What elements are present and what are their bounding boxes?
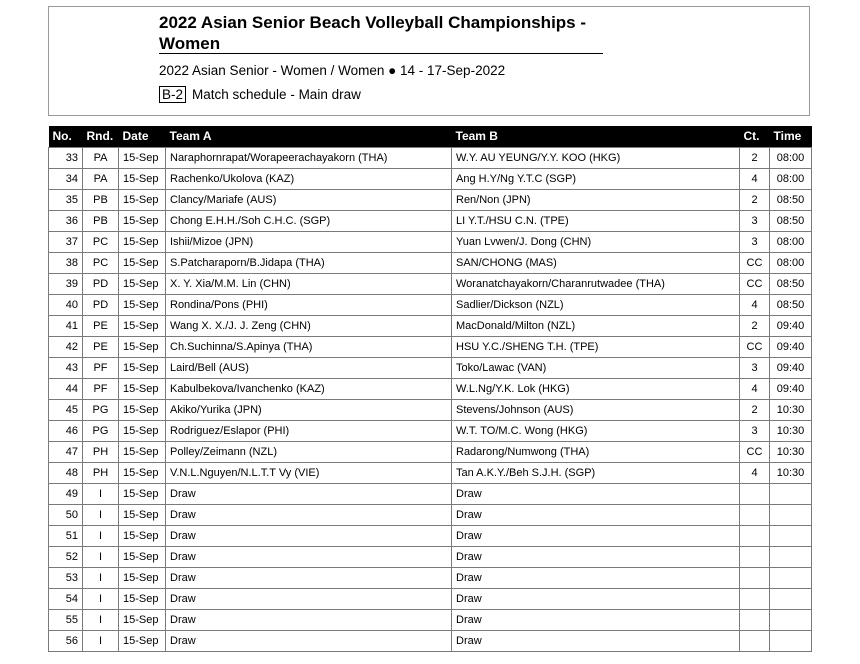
team-a-cell: Ch.Suchinna/S.Apinya (THA): [166, 336, 452, 357]
match-number-cell: 43: [49, 357, 83, 378]
round-cell: PF: [83, 378, 119, 399]
match-number-cell: 54: [49, 588, 83, 609]
round-cell: PG: [83, 420, 119, 441]
court-cell: CC: [740, 441, 770, 462]
team-b-cell: HSU Y.C./SHENG T.H. (TPE): [452, 336, 740, 357]
round-cell: PC: [83, 231, 119, 252]
round-cell: I: [83, 504, 119, 525]
table-row: [49, 252, 812, 273]
table-row: [49, 630, 812, 651]
team-a-cell: Rachenko/Ukolova (KAZ): [166, 168, 452, 189]
date-cell: 15-Sep: [119, 168, 166, 189]
date-cell: 15-Sep: [119, 210, 166, 231]
column-header-time: Time: [770, 126, 812, 147]
table-row: [49, 189, 812, 210]
page-title: 2022 Asian Senior Beach Volleyball Championships - Women: [159, 13, 587, 53]
team-b-cell: Toko/Lawac (VAN): [452, 357, 740, 378]
team-a-cell: Chong E.H.H./Soh C.H.C. (SGP): [166, 210, 452, 231]
team-b-cell: MacDonald/Milton (NZL): [452, 315, 740, 336]
time-cell: 08:00: [770, 231, 812, 252]
team-b-cell: Tan A.K.Y./Beh S.J.H. (SGP): [452, 462, 740, 483]
time-cell: 09:40: [770, 315, 812, 336]
time-cell: [770, 546, 812, 567]
match-number-cell: 40: [49, 294, 83, 315]
round-cell: PC: [83, 252, 119, 273]
date-cell: 15-Sep: [119, 588, 166, 609]
date-cell: 15-Sep: [119, 420, 166, 441]
table-row: [49, 147, 812, 168]
round-cell: PA: [83, 168, 119, 189]
round-cell: I: [83, 483, 119, 504]
court-cell: [740, 525, 770, 546]
team-a-cell: Naraphornrapat/Worapeerachayakorn (THA): [166, 147, 452, 168]
table-row: [49, 210, 812, 231]
date-cell: 15-Sep: [119, 462, 166, 483]
time-cell: 08:50: [770, 210, 812, 231]
match-number-cell: 49: [49, 483, 83, 504]
time-cell: 08:50: [770, 189, 812, 210]
round-cell: PB: [83, 210, 119, 231]
round-cell: I: [83, 567, 119, 588]
round-cell: PD: [83, 273, 119, 294]
date-cell: 15-Sep: [119, 252, 166, 273]
team-a-cell: Draw: [166, 546, 452, 567]
court-cell: 4: [740, 378, 770, 399]
court-cell: [740, 504, 770, 525]
team-b-cell: Radarong/Numwong (THA): [452, 441, 740, 462]
round-cell: PE: [83, 315, 119, 336]
date-cell: 15-Sep: [119, 504, 166, 525]
time-cell: [770, 504, 812, 525]
column-header-no: No.: [49, 126, 83, 147]
time-cell: 10:30: [770, 399, 812, 420]
date-cell: 15-Sep: [119, 273, 166, 294]
match-number-cell: 41: [49, 315, 83, 336]
round-cell: PH: [83, 441, 119, 462]
time-cell: 08:50: [770, 294, 812, 315]
time-cell: [770, 588, 812, 609]
time-cell: [770, 609, 812, 630]
time-cell: 10:30: [770, 462, 812, 483]
time-cell: [770, 567, 812, 588]
team-b-cell: Ang H.Y/Ng Y.T.C (SGP): [452, 168, 740, 189]
court-cell: 4: [740, 462, 770, 483]
court-cell: 2: [740, 399, 770, 420]
round-cell: PD: [83, 294, 119, 315]
team-b-cell: Draw: [452, 588, 740, 609]
date-cell: 15-Sep: [119, 525, 166, 546]
table-row: [49, 567, 812, 588]
match-number-cell: 47: [49, 441, 83, 462]
table-row: [49, 588, 812, 609]
round-cell: PE: [83, 336, 119, 357]
match-number-cell: 34: [49, 168, 83, 189]
court-cell: CC: [740, 273, 770, 294]
round-cell: PF: [83, 357, 119, 378]
event-subtitle: 2022 Asian Senior - Women / Women ● 14 - 17-Sep-2022: [159, 63, 506, 78]
team-b-cell: Yuan Lvwen/J. Dong (CHN): [452, 231, 740, 252]
team-a-cell: Clancy/Mariafe (AUS): [166, 189, 452, 210]
match-number-cell: 51: [49, 525, 83, 546]
table-row: [49, 315, 812, 336]
date-cell: 15-Sep: [119, 609, 166, 630]
time-cell: [770, 525, 812, 546]
document-code: B-2: [159, 86, 186, 103]
table-row: [49, 441, 812, 462]
round-cell: I: [83, 525, 119, 546]
document-name: Match schedule - Main draw: [192, 87, 361, 102]
round-cell: I: [83, 630, 119, 651]
court-cell: CC: [740, 252, 770, 273]
team-a-cell: Draw: [166, 609, 452, 630]
match-number-cell: 50: [49, 504, 83, 525]
time-cell: 10:30: [770, 441, 812, 462]
table-row: [49, 546, 812, 567]
round-cell: PG: [83, 399, 119, 420]
table-row: [49, 483, 812, 504]
column-header-team-a: Team A: [166, 126, 452, 147]
court-cell: [740, 630, 770, 651]
team-b-cell: Draw: [452, 567, 740, 588]
table-row: [49, 231, 812, 252]
team-b-cell: Draw: [452, 609, 740, 630]
column-header-round: Rnd.: [83, 126, 119, 147]
match-number-cell: 45: [49, 399, 83, 420]
team-a-cell: Rodriguez/Eslapor (PHI): [166, 420, 452, 441]
table-row: [49, 294, 812, 315]
time-cell: 09:40: [770, 336, 812, 357]
date-cell: 15-Sep: [119, 546, 166, 567]
time-cell: 10:30: [770, 420, 812, 441]
team-a-cell: Draw: [166, 567, 452, 588]
date-cell: 15-Sep: [119, 630, 166, 651]
team-b-cell: Draw: [452, 525, 740, 546]
time-cell: 08:00: [770, 147, 812, 168]
date-cell: 15-Sep: [119, 231, 166, 252]
match-number-cell: 44: [49, 378, 83, 399]
date-cell: 15-Sep: [119, 189, 166, 210]
table-body: [49, 147, 812, 651]
match-number-cell: 55: [49, 609, 83, 630]
team-a-cell: Draw: [166, 630, 452, 651]
team-b-cell: Stevens/Johnson (AUS): [452, 399, 740, 420]
table-row: [49, 273, 812, 294]
team-b-cell: W.L.Ng/Y.K. Lok (HKG): [452, 378, 740, 399]
date-cell: 15-Sep: [119, 441, 166, 462]
match-number-cell: 39: [49, 273, 83, 294]
team-a-cell: Ishii/Mizoe (JPN): [166, 231, 452, 252]
column-header-date: Date: [119, 126, 166, 147]
court-cell: 4: [740, 294, 770, 315]
table-row: [49, 525, 812, 546]
match-number-cell: 35: [49, 189, 83, 210]
table-row: [49, 357, 812, 378]
court-cell: 3: [740, 420, 770, 441]
round-cell: I: [83, 609, 119, 630]
table-header-row: [49, 126, 812, 147]
court-cell: 3: [740, 357, 770, 378]
time-cell: [770, 630, 812, 651]
date-cell: 15-Sep: [119, 483, 166, 504]
team-b-cell: W.T. TO/M.C. Wong (HKG): [452, 420, 740, 441]
court-cell: 2: [740, 315, 770, 336]
date-cell: 15-Sep: [119, 336, 166, 357]
column-header-court: Ct.: [740, 126, 770, 147]
team-b-cell: Draw: [452, 504, 740, 525]
team-a-cell: Polley/Zeimann (NZL): [166, 441, 452, 462]
date-cell: 15-Sep: [119, 357, 166, 378]
match-number-cell: 46: [49, 420, 83, 441]
table-row: [49, 420, 812, 441]
date-cell: 15-Sep: [119, 294, 166, 315]
team-b-cell: SAN/CHONG (MAS): [452, 252, 740, 273]
match-number-cell: 52: [49, 546, 83, 567]
time-cell: 08:00: [770, 168, 812, 189]
team-b-cell: Draw: [452, 630, 740, 651]
match-schedule-table: [48, 126, 812, 652]
court-cell: [740, 546, 770, 567]
match-number-cell: 33: [49, 147, 83, 168]
match-number-cell: 38: [49, 252, 83, 273]
match-number-cell: 36: [49, 210, 83, 231]
team-b-cell: Ren/Non (JPN): [452, 189, 740, 210]
round-cell: PB: [83, 189, 119, 210]
round-cell: PA: [83, 147, 119, 168]
team-b-cell: W.Y. AU YEUNG/Y.Y. KOO (HKG): [452, 147, 740, 168]
match-number-cell: 53: [49, 567, 83, 588]
team-a-cell: V.N.L.Nguyen/N.L.T.T Vy (VIE): [166, 462, 452, 483]
round-cell: I: [83, 588, 119, 609]
date-cell: 15-Sep: [119, 399, 166, 420]
table-row: [49, 336, 812, 357]
table-row: [49, 462, 812, 483]
round-cell: PH: [83, 462, 119, 483]
team-a-cell: Draw: [166, 504, 452, 525]
court-cell: 2: [740, 147, 770, 168]
match-number-cell: 48: [49, 462, 83, 483]
court-cell: 3: [740, 210, 770, 231]
team-b-cell: LI Y.T./HSU C.N. (TPE): [452, 210, 740, 231]
date-cell: 15-Sep: [119, 567, 166, 588]
date-cell: 15-Sep: [119, 378, 166, 399]
time-cell: 09:40: [770, 378, 812, 399]
team-a-cell: X. Y. Xia/M.M. Lin (CHN): [166, 273, 452, 294]
team-a-cell: S.Patcharaporn/B.Jidapa (THA): [166, 252, 452, 273]
match-number-cell: 42: [49, 336, 83, 357]
table-row: [49, 378, 812, 399]
date-cell: 15-Sep: [119, 315, 166, 336]
title-divider: [159, 53, 603, 54]
team-b-cell: Sadlier/Dickson (NZL): [452, 294, 740, 315]
time-cell: [770, 483, 812, 504]
team-b-cell: Draw: [452, 546, 740, 567]
court-cell: 2: [740, 189, 770, 210]
match-number-cell: 56: [49, 630, 83, 651]
table-row: [49, 504, 812, 525]
time-cell: 08:00: [770, 252, 812, 273]
team-a-cell: Wang X. X./J. J. Zeng (CHN): [166, 315, 452, 336]
team-a-cell: Akiko/Yurika (JPN): [166, 399, 452, 420]
court-cell: [740, 609, 770, 630]
court-cell: CC: [740, 336, 770, 357]
court-cell: 3: [740, 231, 770, 252]
date-cell: 15-Sep: [119, 147, 166, 168]
table-row: [49, 399, 812, 420]
team-a-cell: Draw: [166, 483, 452, 504]
table-row: [49, 168, 812, 189]
court-cell: 4: [740, 168, 770, 189]
time-cell: 09:40: [770, 357, 812, 378]
team-b-cell: Woranatchayakorn/Charanrutwadee (THA): [452, 273, 740, 294]
team-a-cell: Laird/Bell (AUS): [166, 357, 452, 378]
court-cell: [740, 483, 770, 504]
team-a-cell: Draw: [166, 588, 452, 609]
time-cell: 08:50: [770, 273, 812, 294]
table-row: [49, 609, 812, 630]
court-cell: [740, 567, 770, 588]
document-heading: [159, 86, 361, 104]
team-a-cell: Kabulbekova/Ivanchenko (KAZ): [166, 378, 452, 399]
team-a-cell: Draw: [166, 525, 452, 546]
court-cell: [740, 588, 770, 609]
team-b-cell: Draw: [452, 483, 740, 504]
match-number-cell: 37: [49, 231, 83, 252]
column-header-team-b: Team B: [452, 126, 740, 147]
team-a-cell: Rondina/Pons (PHI): [166, 294, 452, 315]
round-cell: I: [83, 546, 119, 567]
